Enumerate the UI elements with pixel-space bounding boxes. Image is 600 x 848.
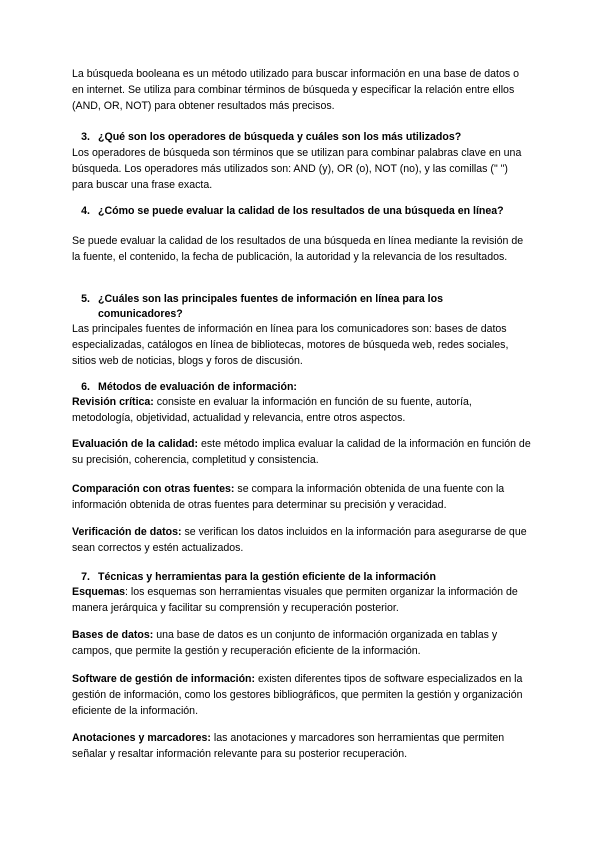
technique-term: Esquemas xyxy=(72,586,125,598)
technique-item xyxy=(72,627,532,659)
heading-text: ¿Cuáles son las principales fuentes de información en línea para los comunicadores? xyxy=(98,293,443,320)
heading-section-4 xyxy=(72,204,532,219)
section-3-body: Los operadores de búsqueda son términos que se utilizan para combinar palabras clave en una búsqueda. Los operadores más utilizados son: AND (y), OR (o), NOT (no), y las comillas (" ") para buscar una frase exacta. xyxy=(72,147,522,191)
method-term: Comparación con otras fuentes: xyxy=(72,483,235,495)
method-text: consiste en evaluar la información en función de su fuente, autoría, metodología, objetividad, actualidad y relevancia, entre otros aspectos. xyxy=(72,396,472,424)
heading-text: ¿Qué son los operadores de búsqueda y cuáles son los más utilizados? xyxy=(98,131,462,143)
method-term: Verificación de datos: xyxy=(72,526,182,538)
heading-number: 7. xyxy=(81,571,90,583)
section-5-body: Las principales fuentes de información en línea para los comunicadores son: bases de datos especializadas, catálogos en línea de bibliotecas, motores de búsqueda web, redes sociales, sitios web de noticias, blogs y foros de discusión. xyxy=(72,323,509,367)
method-text: se verifican los datos incluidos en la información para asegurarse de que sean correctos y estén actualizados. xyxy=(72,526,527,554)
method-term: Evaluación de la calidad: xyxy=(72,438,198,450)
method-text: este método implica evaluar la calidad de la información en función de su precisión, coherencia, completitud y consistencia. xyxy=(72,438,531,466)
method-item xyxy=(72,524,532,556)
method-term: Revisión crítica: xyxy=(72,396,154,408)
technique-item xyxy=(72,584,532,616)
heading-number: 6. xyxy=(81,381,90,393)
heading-number: 4. xyxy=(81,205,90,217)
technique-text: : los esquemas son herramientas visuales que permiten organizar la información de manera jerárquica y facilitar su comprensión y recuperación posterior. xyxy=(72,586,518,614)
technique-term: Anotaciones y marcadores: xyxy=(72,732,211,744)
technique-term: Bases de datos: xyxy=(72,629,154,641)
method-item xyxy=(72,394,532,426)
section-4-body: Se puede evaluar la calidad de los resultados de una búsqueda en línea mediante la revisión de la fuente, el contenido, la fecha de publicación, la autoridad y la relevancia de los resultados. xyxy=(72,235,524,263)
technique-term: Software de gestión de información: xyxy=(72,673,256,685)
heading-section-3 xyxy=(72,130,532,145)
heading-text: ¿Cómo se puede evaluar la calidad de los resultados de una búsqueda en línea? xyxy=(98,205,504,217)
heading-number: 5. xyxy=(81,293,90,305)
technique-text: las anotaciones y marcadores son herramientas que permiten señalar y resaltar información relevante para su posterior recuperación. xyxy=(72,732,505,760)
method-item xyxy=(72,436,532,468)
heading-text: Métodos de evaluación de información: xyxy=(98,381,297,393)
method-item xyxy=(72,481,532,513)
technique-item xyxy=(72,730,532,762)
heading-text: Técnicas y herramientas para la gestión eficiente de la información xyxy=(98,571,436,583)
technique-item xyxy=(72,671,532,719)
technique-text: una base de datos es un conjunto de información organizada en tablas y campos, que permite la gestión y recuperación eficiente de la información. xyxy=(72,629,498,657)
intro-paragraph: La búsqueda booleana es un método utilizado para buscar información en una base de datos o en internet. Se utiliza para combinar términos de búsqueda y especificar la relación entre ellos (AND, OR, NOT) para obtener resultados más precisos. xyxy=(72,68,520,112)
method-text: se compara la información obtenida de una fuente con la información obtenida de otras fuentes para determinar su precisión y veracidad. xyxy=(72,483,505,511)
heading-section-6 xyxy=(72,380,532,395)
heading-section-7 xyxy=(72,570,532,585)
heading-number: 3. xyxy=(81,131,90,143)
heading-section-5 xyxy=(72,292,532,322)
technique-text: existen diferentes tipos de software especializados en la gestión de información, como los gestores bibliográficos, que permiten la gestión y organización eficiente de la información. xyxy=(72,673,523,717)
